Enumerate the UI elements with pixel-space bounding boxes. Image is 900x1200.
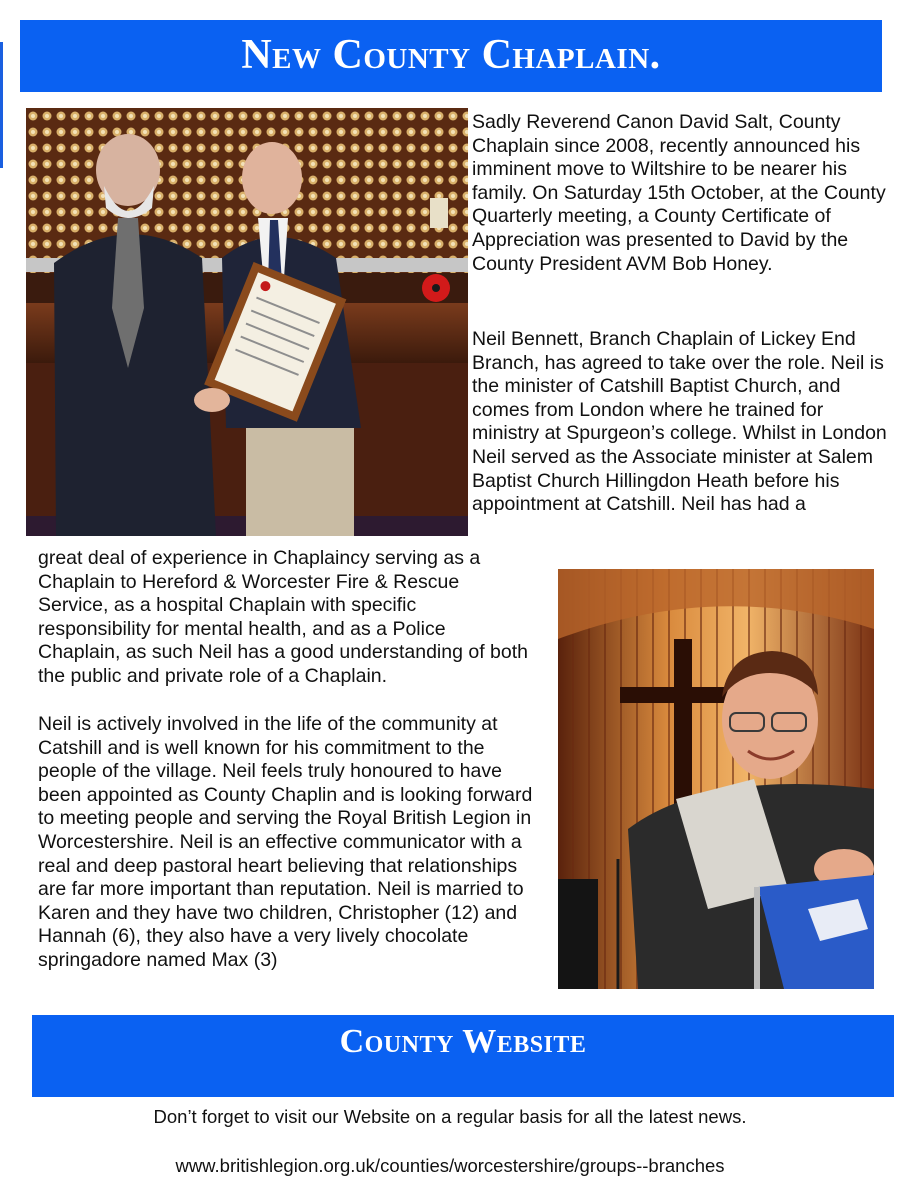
page-title-banner (20, 20, 882, 92)
website-reminder: Don’t forget to visit our Website on a regular basis for all the latest news. (153, 1106, 747, 1127)
experience-paragraph: great deal of experience in Chaplaincy serving as a Chaplain to Hereford & Worcester Fire & Rescue Service, as a hospital Chaplain with specific responsibility for mental health, and as a Police Chaplain, as such Neil has a good understanding of both the public and private role of a Chaplain. (38, 547, 529, 687)
community-paragraph: Neil is actively involved in the life of the community at Catshill and is well known for his commitment to the people of the village. Neil feels truly honoured to have been appointed as County Chaplin and is looking forward to meeting people and serving the Royal British Legion in Worcestershire. Neil is an effective communicator with a real and deep pastoral heart believing that relationships are far more important than reputation. Neil is married to Karen and they have two children, Christopher (12) and Hannah (6), they also have a very lively chocolate springadore named Max (3) (38, 713, 533, 971)
county-website-title: County Website (339, 1023, 587, 1060)
successor-paragraph-top: Neil Bennett, Branch Chaplain of Lickey End Branch, has agreed to take over the role. Neil is the minister of Catshill Baptist Church, and comes from London where he trained for ministry at Spurgeon’s college. Whilst in London Neil served as the Associate minister at Salem Baptist Church Hillingdon Heath before his appointment at Catshill. Neil has had a (472, 328, 887, 516)
intro-paragraph: Sadly Reverend Canon David Salt, County Chaplain since 2008, recently announced his imminent move to Wiltshire to be nearer his family. On Saturday 15th October, at the County Quarterly meeting, a County Certificate of Appreciation was presented to David by the County President AVM Bob Honey. (472, 111, 886, 275)
website-url-link[interactable]: www.britishlegion.org.uk/counties/worcestershire/groups--branches (175, 1155, 725, 1176)
left-edge-mark (0, 42, 3, 168)
county-website-banner (32, 1015, 894, 1097)
neil-bennett-portrait-photo (558, 569, 874, 989)
page-title: New County Chaplain. (241, 32, 661, 78)
certificate-presentation-photo (26, 108, 468, 536)
